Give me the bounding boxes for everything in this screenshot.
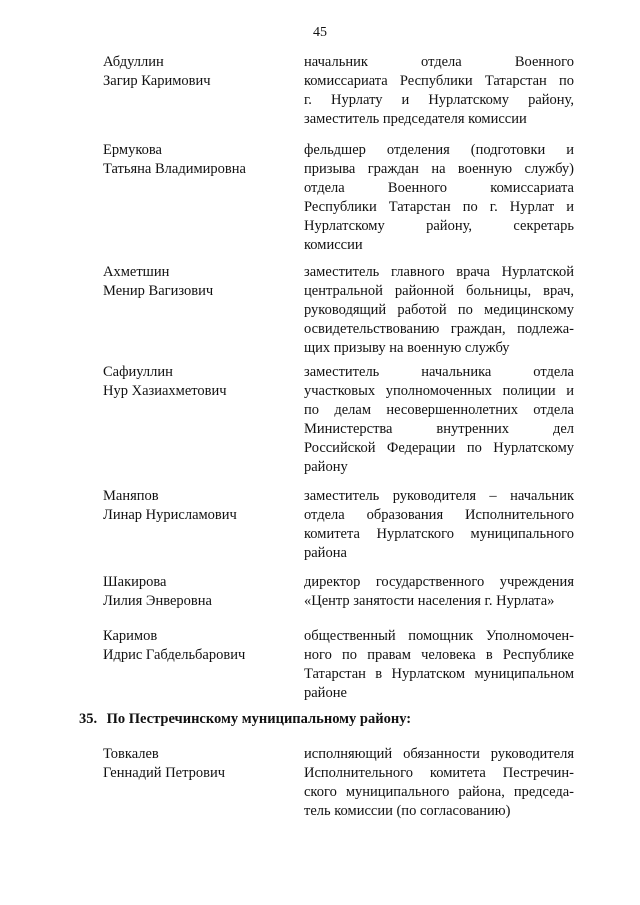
member-name: Абдуллин Загир Каримович [103,54,211,89]
role-line: району [304,459,348,475]
member-role [304,141,574,255]
member-name: Шакирова Лилия Энверовна [103,574,212,609]
role-line: общественный помощник Уполномочен- [304,628,574,644]
section-heading [79,710,411,729]
role-line: районе [304,685,347,701]
role-line: заместитель руководителя – начальник [304,488,574,504]
member-role [304,573,574,611]
role-line: Нурлатскому району, секретарь [304,218,574,234]
role-line: директор государственного учреждения [304,574,574,590]
role-line: исполняющий обязанности руководителя [304,746,574,762]
role-line: комитета Нурлатского муниципального [304,526,574,542]
member-name: Товкалев Геннадий Петрович [103,746,226,781]
member-name: Ахметшин Менир Вагизович [103,264,214,299]
role-line: Республики Татарстан по г. Нурлат и [304,199,574,215]
member-name: Сафиуллин Нур Хазиахметович [103,364,227,399]
role-line: щих призыву на военную службу [304,340,510,356]
role-line: района [304,545,347,561]
member-role [304,627,574,703]
role-line: по делам несовершеннолетних отдела [304,402,574,418]
member-role [304,53,574,129]
role-line: Министерства внутренних дел [304,421,574,437]
role-line: «Центр занятости населения г. Нурлата» [304,593,555,609]
role-line: отдела образования Исполнительного [304,507,574,523]
role-line: Российской Федерации по Нурлатскому [304,440,574,456]
member-role [304,745,574,821]
member-name: Ермукова Татьяна Владимировна [103,142,246,177]
role-line: заместитель председателя комиссии [304,111,527,127]
role-line: комиссии [304,237,363,253]
role-line: руководящий работой по медицинскому [304,302,574,318]
role-line: ного по правам человека в Республике [304,647,574,663]
role-line: начальник отдела Военного [304,54,574,70]
role-line: призыва граждан на военную службу) [304,161,574,177]
role-line: заместитель главного врача Нурлатской [304,264,574,280]
role-line: ского муниципального района, председа- [304,784,574,800]
member-name: Маняпов Линар Нурисламович [103,488,237,523]
role-line: заместитель начальника отдела [304,364,574,380]
role-line: фельдшер отделения (подготовки и [304,142,574,158]
member-role [304,263,574,358]
page-number: 45 [313,25,327,40]
role-line: Исполнительного комитета Пестречин- [304,765,574,781]
member-role [304,487,574,563]
role-line: освидетельствованию граждан, подлежа- [304,321,574,337]
role-line: тель комиссии (по согласованию) [304,803,511,819]
member-role [304,363,574,477]
role-line: комиссариата Республики Татарстан по [304,73,574,89]
member-name: Каримов Идрис Габдельбарович [103,628,246,663]
section-title: По Пестречинскому муниципальному району: [106,711,412,727]
role-line: г. Нурлату и Нурлатскому району, [304,92,574,108]
section-number: 35. [79,711,98,727]
role-line: Татарстан в Нурлатском муниципальном [304,666,574,682]
role-line: участковых уполномоченных полиции и [304,383,574,399]
role-line: центральной районной больницы, врач, [304,283,574,299]
role-line: отдела Военного комиссариата [304,180,574,196]
